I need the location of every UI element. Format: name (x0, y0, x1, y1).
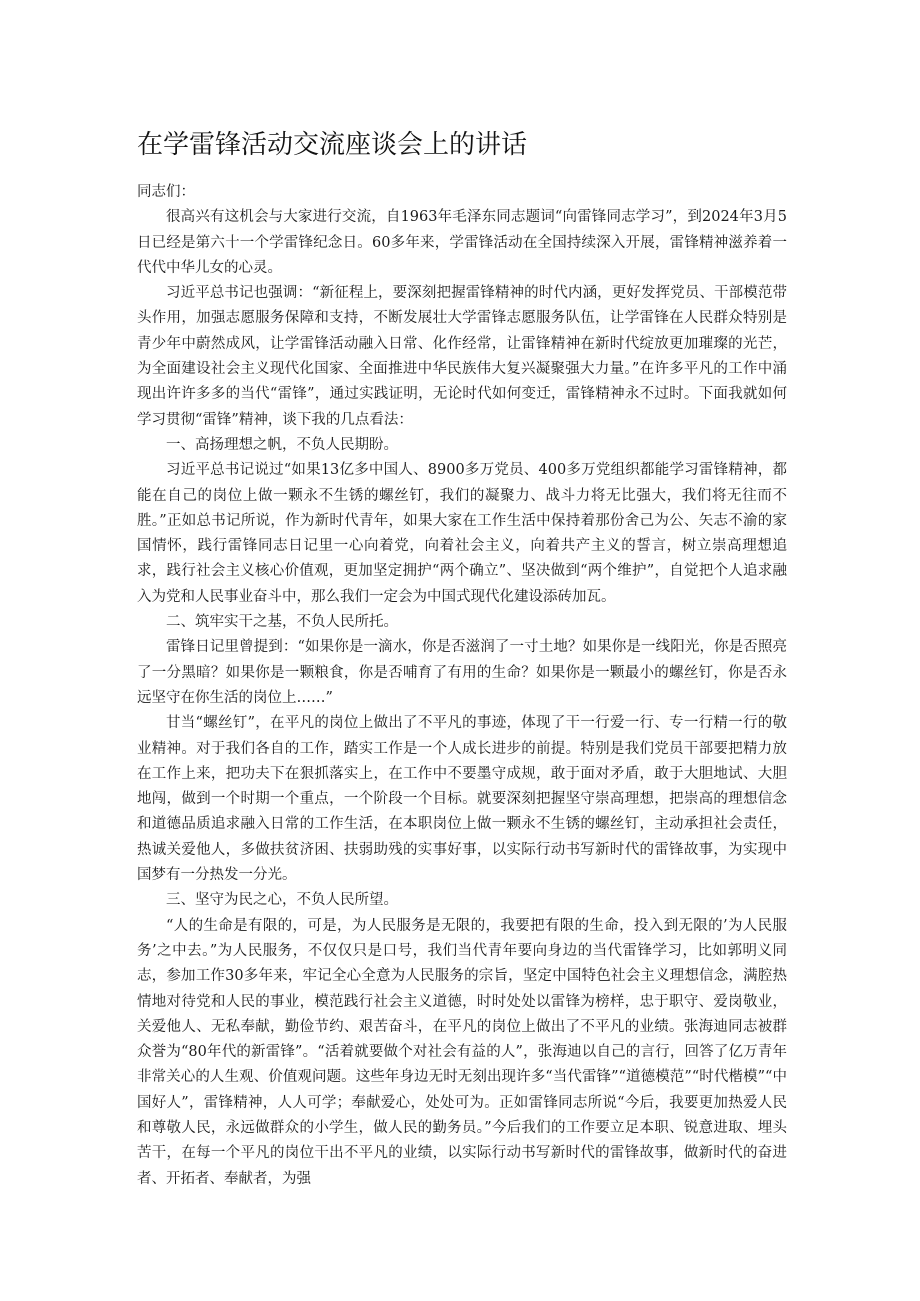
document-title: 在学雷锋活动交流座谈会上的讲话 (137, 130, 528, 160)
paragraph-section-2: 甘当“螺丝钉”，在平凡的岗位上做出了不平凡的事迹，体现了干一行爱一行、专一行精一行的敬业精神。对于我们各自的工作，踏实工作是一个人成长进步的前提。特别是我们党员干部要把精力放在工作上来，把功夫下在狠抓落实上，在工作中不要墨守成规，敢于面对矛盾，敢于大胆地试、大胆地闯，做到一个时期一个重点，一个阶段一个目标。就要深刻把握坚守崇高理想，把崇高的理想信念和道德品质追求融入日常的工作生活，在本职岗位上做一颗永不生锈的螺丝钉，主动承担社会责任，热诚关爱他人，多做扶贫济困、扶弱助残的实事好事，以实际行动书写新时代的雷锋故事，为实现中国梦有一分热发一分光。 (137, 715, 787, 884)
paragraph-quote-xi: 习近平总书记也强调：“新征程上，要深刻把握雷锋精神的时代内涵，更好发挥党员、干部模范带头作用，加强志愿服务保障和支持，不断发展壮大学雷锋志愿服务队伍，让学雷锋在人民群众特别是青少年中蔚然成风，让学雷锋活动融入日常、化作经常，让雷锋精神在新时代绽放更加璀璨的光芒，为全面建设社会主义现代化国家、全面推进中华民族伟大复兴凝聚强大力量。”在许多平凡的工作中涌现出许许多多的当代“雷锋”，通过实践证明，无论时代如何变迁，雷锋精神永不过时。下面我就如何学习贯彻“雷锋”精神，谈下我的几点看法： (137, 285, 787, 428)
salutation: 同志们： (137, 184, 195, 200)
paragraph-diary-quote: 雷锋日记里曾提到：“如果你是一滴水，你是否滋润了一寸土地？如果你是一线阳光，你是否照亮了一分黑暗？如果你是一颗粮食，你是否哺育了有用的生命？如果你是一颗最小的螺丝钉，你是否永远坚守在你生活的岗位上……” (137, 639, 787, 706)
section-heading-3: 三、坚守为民之心，不负人民所望。 (166, 892, 398, 909)
paragraph-section-1: 习近平总书记说过“如果13亿多中国人、8900多万党员、400多万党组织都能学习雷锋精神，都能在自己的岗位上做一颗永不生锈的螺丝钉，我们的凝聚力、战斗力将无比强大，我们将无往而不胜。”正如总书记所说，作为新时代青年，如果大家在工作生活中保持着那份舍己为公、矢志不渝的家国情怀，践行雷锋同志日记里一心向着党，向着社会主义，向着共产主义的誓言，树立崇高理想追求，践行社会主义核心价值观，更加坚定拥护“两个确立”、坚决做到“两个维护”，自觉把个人追求融入为党和人民事业奋斗中，那么我们一定会为中国式现代化建设添砖加瓦。 (137, 462, 787, 605)
section-heading-1: 一、高扬理想之帆，不负人民期盼。 (166, 436, 398, 453)
document-body (137, 180, 787, 1192)
paragraph-intro: 很高兴有这机会与大家进行交流，自1963年毛泽东同志题词“向雷锋同志学习”，到2024年3月5日已经是第六十一个学雷锋纪念日。60多年来，学雷锋活动在全国持续深入开展，雷锋精神滋养着一代代中华儿女的心灵。 (137, 209, 787, 276)
section-heading-2: 二、筑牢实干之基，不负人民所托。 (166, 614, 398, 631)
paragraph-section-3: “人的生命是有限的，可是，为人民服务是无限的，我要把有限的生命，投入到无限的’为人民服务’之中去。”为人民服务，不仅仅只是口号，我们当代青年要向身边的当代雷锋学习，比如郭明义同志，参加工作30多年来，牢记全心全意为人民服务的宗旨，坚定中国特色社会主义理想信念，满腔热情地对待党和人民的事业，模范践行社会主义道德，时时处处以雷锋为榜样，忠于职守、爱岗敬业，关爱他人、无私奉献，勤俭节约、艰苦奋斗，在平凡的岗位上做出了不平凡的业绩。张海迪同志被群众誉为“80年代的新雷锋”。“活着就要做个对社会有益的人”，张海迪以自己的言行，回答了亿万青年非常关心的人生观、价值观问题。这些年身边无时无刻出现许多“当代雷锋”“道德模范”“时代楷模”“中国好人”，雷锋精神，人人可学；奉献爱心，处处可为。正如雷锋同志所说“今后，我要更加热爱人民和尊敬人民，永远做群众的小学生，做人民的勤务员。”今后我们的工作要立足本职、锐意进取、埋头苦干，在每一个平凡的岗位干出不平凡的业绩，以实际行动书写新时代的雷锋故事，做新时代的奋进者、开拓者、奉献者，为强 (137, 917, 787, 1187)
